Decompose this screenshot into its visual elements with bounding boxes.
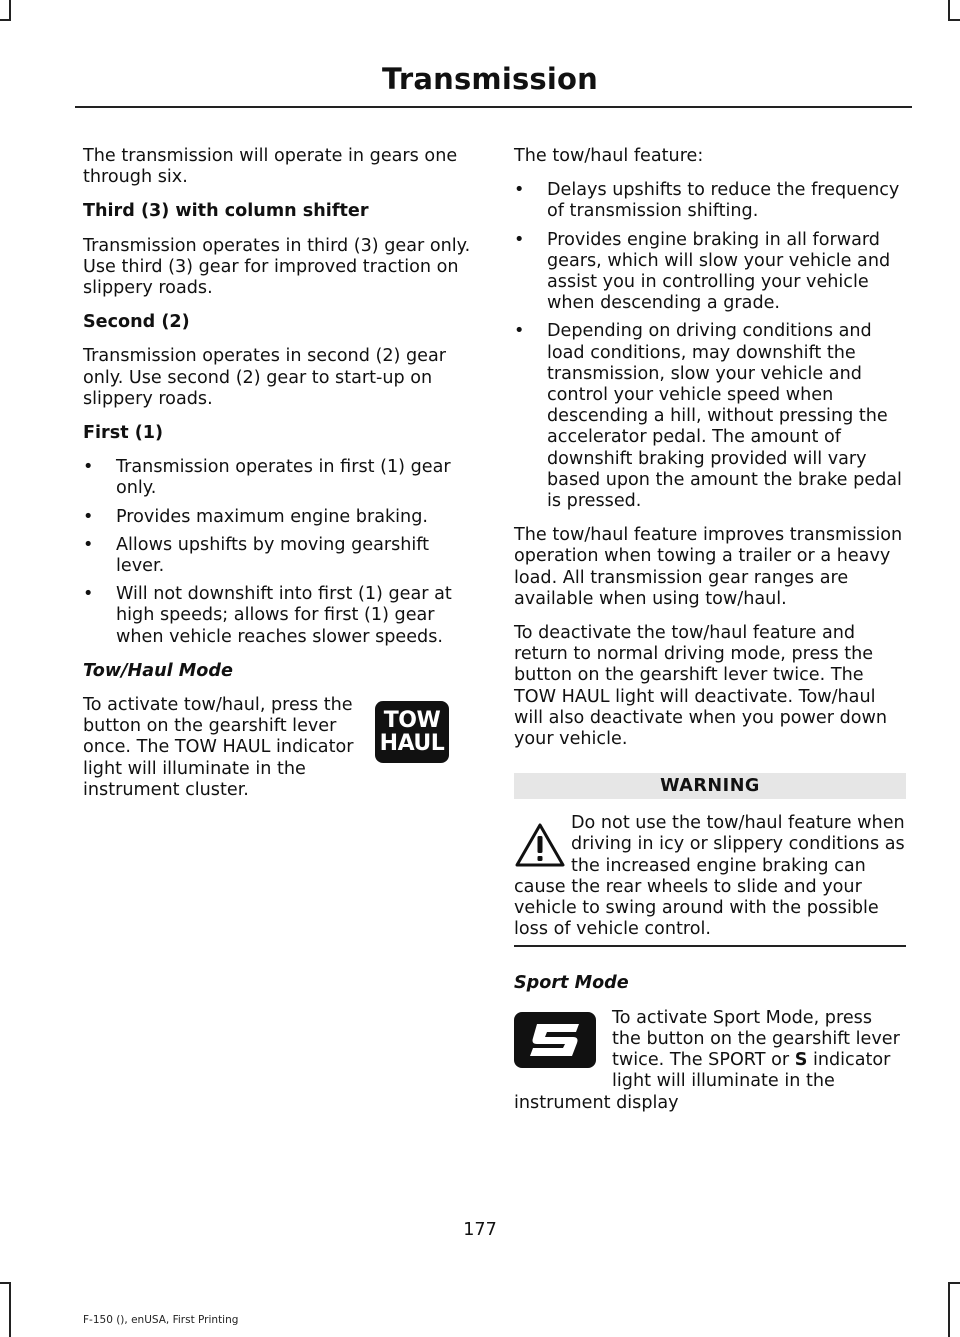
improves-text: The tow/haul feature improves transmission operation when towing a trailer or a heavy load. All transmission gear ranges are available when using tow/haul.	[514, 525, 903, 609]
tow-haul-text: To activate tow/haul, press the button on the gearshift lever once. The TOW HAUL indicator light will illuminate in the instrument cluster.	[83, 695, 354, 800]
third-gear-text: Transmission operates in third (3) gear only. Use third (3) gear for improved traction on slippery roads.	[83, 235, 471, 299]
warning-block	[514, 813, 906, 940]
tow-haul-heading: Tow/Haul Mode	[83, 660, 233, 681]
crop-mark-tl-v	[9, 0, 11, 20]
warning-text: Do not use the tow/haul feature when driving in icy or slippery conditions as the increased engine braking can cause the rear wheels to slide and your vehicle to swing around with the possible loss of vehicle control.	[514, 813, 905, 940]
list-item: • Delays upshifts to reduce the frequency of transmission shifting.	[514, 180, 906, 222]
sport-mode-block	[514, 1008, 906, 1114]
sport-s-glyph-icon	[523, 1018, 587, 1062]
list-item: • Transmission operates in first (1) gear only.	[83, 457, 475, 499]
header-rule	[75, 106, 912, 108]
warning-triangle-icon	[514, 819, 566, 871]
crop-mark-bl-v	[9, 1282, 11, 1337]
second-gear-heading: Second (2)	[83, 312, 190, 333]
tow-haul-block	[83, 695, 475, 801]
crop-mark-tl-h	[0, 19, 11, 21]
intro-paragraph: The transmission will operate in gears one through six.	[83, 146, 458, 188]
list-item: • Provides maximum engine braking.	[83, 507, 475, 528]
sport-text-part1: To activate Sport Mode, press the button on the gearshift lever twice. The SPORT or	[612, 1007, 900, 1071]
feature-intro: The tow/haul feature:	[514, 146, 704, 166]
sport-text-part2: indicator light will illuminate in the instrument display	[514, 1050, 891, 1113]
page-number: 177	[463, 1220, 497, 1240]
third-gear-heading: Third (3) with column shifter	[83, 201, 369, 222]
list-item: • Will not downshift into first (1) gear at high speeds; allows for first (1) gear when vehicle reaches slower speeds.	[83, 584, 475, 648]
tow-icon-line2: HAUL	[379, 731, 445, 757]
second-gear-text: Transmission operates in second (2) gear only. Use second (2) gear to start-up on slippery roads.	[83, 346, 446, 409]
deactivate-text: To deactivate the tow/haul feature and return to normal driving mode, press the button on the gearshift lever twice. The TOW HAUL light will deactivate. Tow/haul will also deactivate when you power down your vehicle.	[514, 623, 888, 750]
warning-banner: WARNING	[514, 773, 906, 799]
crop-mark-br-h	[948, 1282, 960, 1284]
tow-icon-line1: TOW	[383, 708, 441, 734]
footer-edition: F-150 (), enUSA, First Printing	[83, 1314, 239, 1326]
left-column	[83, 146, 475, 814]
sport-s-letter: S	[794, 1050, 808, 1071]
crop-mark-br-v	[948, 1282, 950, 1337]
warning-rule	[514, 945, 906, 947]
list-item: • Provides engine braking in all forward gears, which will slow your vehicle and assist you in controlling your vehicle when descending a grade.	[514, 230, 906, 315]
right-column	[514, 146, 906, 1127]
first-gear-list	[83, 457, 475, 648]
crop-mark-tr-h	[948, 19, 960, 21]
page-title: Transmission	[382, 62, 598, 96]
sport-mode-s-icon	[514, 1012, 596, 1068]
list-item: • Depending on driving conditions and load conditions, may downshift the transmission, slow your vehicle and control your vehicle speed when descending a hill, without pressing the accelerator pedal. The amount of downshift braking provided will vary based upon the amount the brake pedal is pressed.	[514, 321, 906, 512]
sport-mode-heading: Sport Mode	[514, 972, 629, 993]
list-item: • Allows upshifts by moving gearshift lever.	[83, 535, 475, 577]
crop-mark-bl-h	[0, 1282, 11, 1284]
tow-haul-icon	[375, 701, 449, 763]
crop-mark-tr-v	[948, 0, 950, 20]
sport-icon-wrap	[514, 1010, 602, 1068]
feature-list	[514, 180, 906, 512]
first-gear-heading: First (1)	[83, 423, 164, 444]
tow-haul-icon-wrap	[375, 701, 475, 763]
